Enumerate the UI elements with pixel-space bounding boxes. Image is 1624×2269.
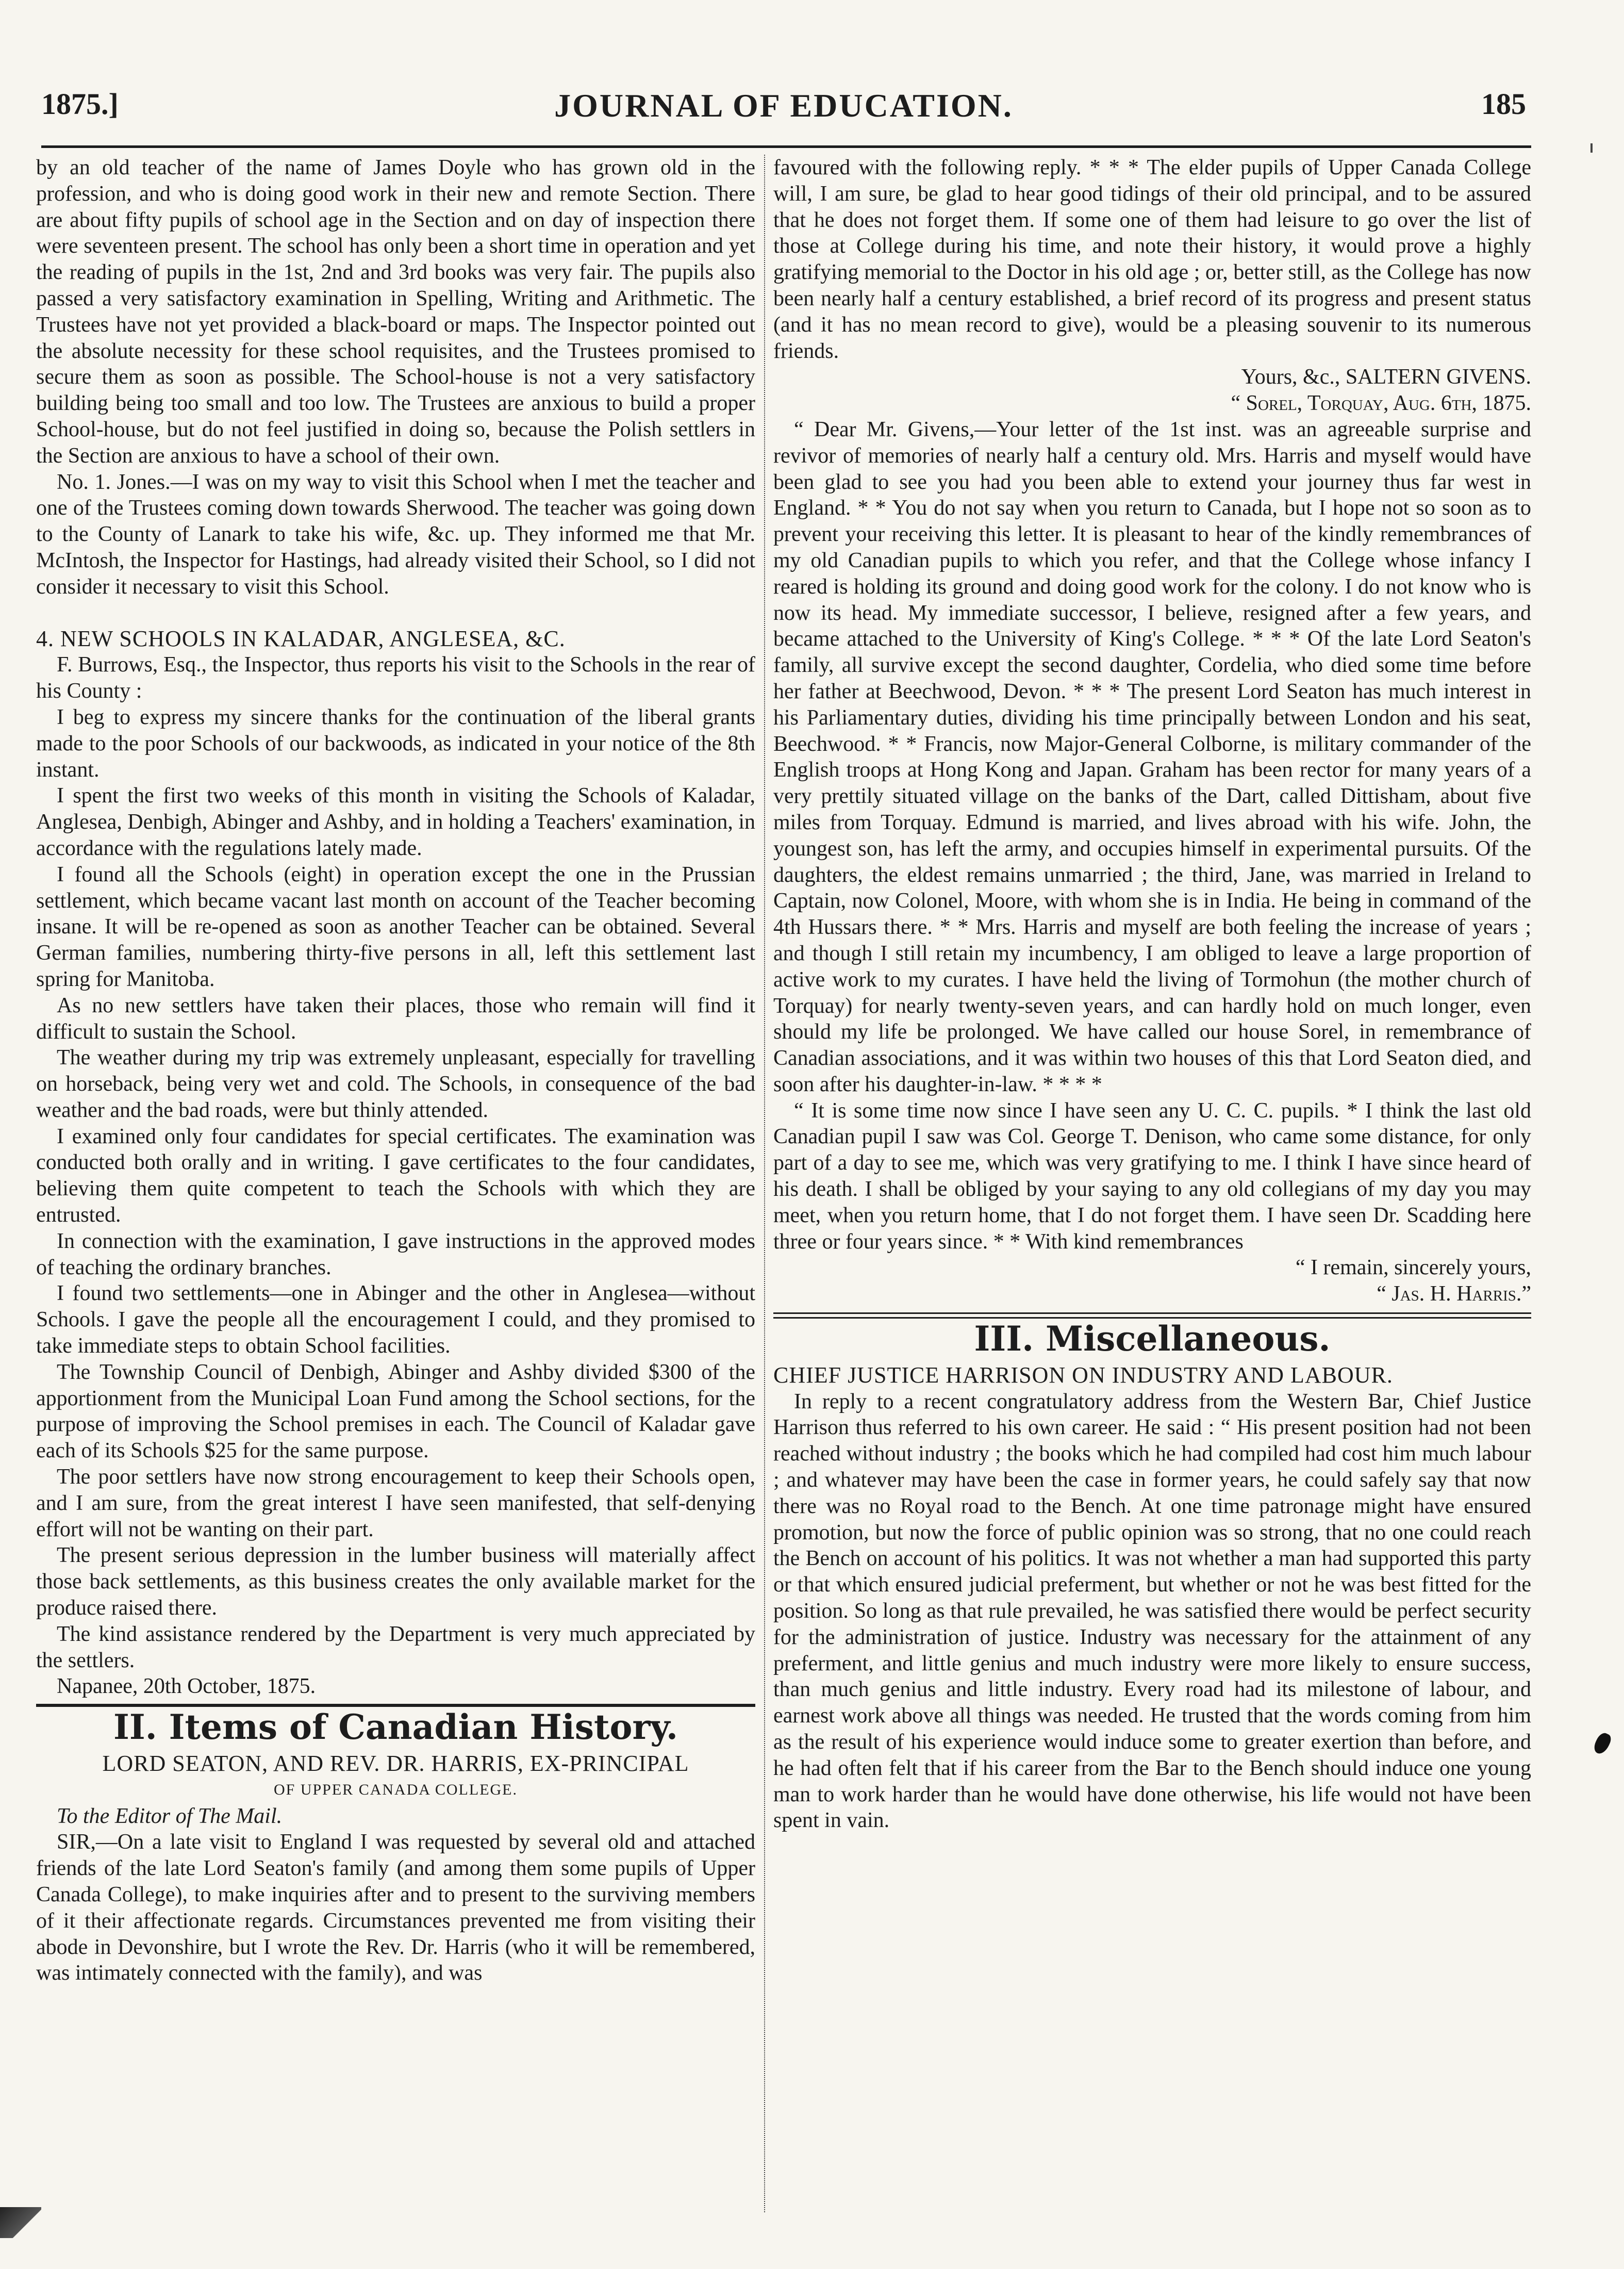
paragraph: The poor settlers have now strong encouragement to keep their Schools open, and I am sure, from the great interest I have seen manifested, that self-denying effort will not be wanting on their part. <box>36 1465 755 1541</box>
margin-mark <box>1590 143 1593 153</box>
column-divider <box>764 155 765 2212</box>
article-subtitle: OF UPPER CANADA COLLEGE. <box>273 1781 518 1798</box>
closing: “ I remain, sincerely yours, <box>1295 1256 1531 1280</box>
ink-blot <box>1592 1731 1613 1756</box>
paragraph: The Township Council of Denbigh, Abinger and Ashby divided $300 of the apportionment from the Municipal Loan Fund among the School sections, for the purpose of improving the School premises in each. The Council of Kaladar gave each of its Schools $25 for the same purpose. <box>36 1360 755 1463</box>
paragraph: In connection with the examination, I gave instructions in the approved modes of teaching the ordinary branches. <box>36 1229 755 1279</box>
salutation: To the Editor of The Mail. <box>57 1804 283 1828</box>
paragraph: I beg to express my sincere thanks for the continuation of the liberal grants made to the poor Schools of our backwoods, as indicated in your notice of the 8th instant. <box>36 705 755 782</box>
paragraph: I found two settlements—one in Abinger and the other in Anglesea—without Schools. I gave the people all the encouragement I could, and they promised to take immediate steps to obtain School facilities. <box>36 1281 755 1358</box>
section-heading: 4. NEW SCHOOLS IN KALADAR, ANGLESEA, &C. <box>36 626 566 651</box>
right-column <box>773 155 1531 1834</box>
page-header <box>41 77 1526 139</box>
paragraph: SIR,—On a late visit to England I was requested by several old and attached friends of the late Lord Seaton's family (and among them some pupils of Upper Canada College), to make inquiries after and to present to the surviving members of it their affectionate regards. Circumstances prevented me from visiting their abode in Devonshire, but I wrote the Rev. Dr. Harris (who it will be remembered, was intimately connected with the family), and was <box>36 1830 755 1985</box>
paragraph: I examined only four candidates for special certificates. The examination was conducted both orally and in writing. I gave certificates to the four candidates, believing them quite competent to teach the Schools with which they are entrusted. <box>36 1124 755 1227</box>
section-title: III. Miscellaneous. <box>974 1319 1331 1359</box>
journal-title: JOURNAL OF EDUCATION. <box>554 87 1013 124</box>
paragraph: No. 1. Jones.—I was on my way to visit this School when I met the teacher and one of the Trustees coming down towards Sherwood. The teacher was going down to the County of Lanark to take his wife, &c. up. They informed me that Mr. McIntosh, the Inspector for Hastings, had already visited their School, so I did not consider it necessary to visit this School. <box>36 470 755 599</box>
page-number: 185 <box>1481 87 1526 121</box>
paragraph: As no new settlers have taken their places, those who remain will find it difficult to sustain the School. <box>36 993 755 1044</box>
letter-date: “ Sorel, Torquay, Aug. 6th, 1875. <box>1231 391 1531 416</box>
paragraph: “ Dear Mr. Givens,—Your letter of the 1st inst. was an agreeable surprise and revivor of memories of nearly half a century old. Mrs. Harris and myself would have been glad to see you had you been able to extend your journey thus far west in England. * * You do not say when you return to Canada, but I hope not so soon as to prevent your receiving this letter. It is pleasant to hear of the kindly remembrances of my old Canadian pupils to which you refer, and that the College whose infancy I reared is holding its ground and doing good work for the colony. I do not know who is now its head. My immediate successor, I believe, resigned after a few years, and became attached to the University of King's College. * * * Of the late Lord Seaton's family, all survive except the second daughter, Cordelia, who died some time before her father at Beechwood, Devon. * * * The present Lord Seaton has much interest in his Parliamentary duties, dividing his time principally between London and his seat, Beechwood. * * Francis, now Major-General Colborne, is military commander of the English troops at Hong Kong and Japan. Graham has been rector for many years of a very prettily situated village on the banks of the Dart, called Dittisham, about five miles from Torquay. Edmund is married, and lives abroad with his wife. John, the youngest son, has left the army, and occupies himself in experimental pursuits. Of the daughters, the eldest remains unmarried ; the third, Jane, was married in Ireland to Captain, now Colonel, Moore, with whom she is in India. He being in command of the 4th Hussars there. * * Mrs. Harris and myself are both feeling the increase of years ; and though I still retain my incumbency, I am obliged to leave a large proportion of active work to my curates. I have held the living of Tormohun (the mother church of Torquay) for nearly twenty-seven years, and can hardly hold on much longer, even should my life be prolonged. We have called our house Sorel, in remembrance of Canadian associations, and it was within two houses of this that Lord Seaton died, and soon after his daughter-in-law. * * * * <box>773 417 1531 1096</box>
header-year: 1875.] <box>41 87 119 121</box>
paragraph: The kind assistance rendered by the Department is very much appreciated by the settlers. <box>36 1622 755 1672</box>
paragraph: F. Burrows, Esq., the Inspector, thus reports his visit to the Schools in the rear of his County : <box>36 653 755 703</box>
paragraph: favoured with the following reply. * * * The elder pupils of Upper Canada College will, I am sure, be glad to hear good tidings of their old principal, and to be assured that he does not forget them. If some one of them had leisure to go over the list of those at College during his time, and note their history, it would prove a highly gratifying memorial to the Doctor in his old age ; or, better still, as the College has now been nearly half a century established, a brief record of its progress and present status (and it has no mean record to give), would be a pleasing souvenir to its numerous friends. <box>773 156 1531 363</box>
paragraph: “ It is some time now since I have seen any U. C. C. pupils. * I think the last old Canadian pupil I saw was Col. George T. Denison, who came some distance, for only part of a day to see me, which was very gratifying to me. I think I have since heard of his death. I shall be obliged by your saying to any old collegians of my day you may meet, when you return home, that I do not forget them. I have seen Dr. Scadding here three or four years since. * * With kind remembrances <box>773 1098 1531 1254</box>
article-title: LORD SEATON, AND REV. DR. HARRIS, EX-PRINCIPAL <box>102 1751 689 1777</box>
page-corner-mark <box>0 2207 41 2238</box>
header-rule <box>41 145 1531 148</box>
spacer <box>36 600 755 616</box>
section-title: II. Items of Canadian History. <box>113 1707 678 1748</box>
section-rule <box>773 1312 1531 1319</box>
paragraph: The weather during my trip was extremely unpleasant, especially for travelling on horseback, being very wet and cold. The Schools, in consequence of the bad weather and the bad roads, were but thinly attended. <box>36 1046 755 1122</box>
paragraph: I spent the first two weeks of this month in visiting the Schools of Kaladar, Anglesea, Denbigh, Abinger and Ashby, and in holding a Teachers' examination, in accordance with the regulations lately made. <box>36 784 755 860</box>
left-column <box>36 155 755 1986</box>
paragraph: by an old teacher of the name of James Doyle who has grown old in the profession, and who is doing good work in their new and remote Section. There are about fifty pupils of school age in the Section and on day of inspection there were seventeen present. The school has only been a short time in operation and yet the reading of pupils in the 1st, 2nd and 3rd books was very fair. The pupils also passed a very satisfactory examination in Spelling, Writing and Arithmetic. The Trustees have not yet provided a black-board or maps. The Inspector pointed out the absolute necessity for these school requisites, and the Trustees promised to secure them as soon as possible. The School-house is not a very satisfactory building being too small and too low. The Trustees are anxious to build a proper School-house, but do not feel justified in doing so, because the Polish settlers in the Section are anxious to have a school of their own. <box>36 156 755 468</box>
article-title: CHIEF JUSTICE HARRISON ON INDUSTRY AND LABOUR. <box>773 1362 1393 1388</box>
dateline: Napanee, 20th October, 1875. <box>57 1674 316 1699</box>
paragraph: In reply to a recent congratulatory address from the Western Bar, Chief Justice Harrison thus referred to his own career. He said : “ His present position had not been reached without industry ; the books which he had compiled had cost him much labour ; and whatever may have been the case in former years, he could safely say that now there was no Royal road to the Bench. At one time patronage might have ensured promotion, but now the force of public opinion was so strong, that no one could reach the Bench on account of his politics. It was not whether a man had supported this party or that which ensured judicial preferment, but whether or not he was best fitted for the position. So long as that rule prevailed, he was satisfied there would be perfect security for the administration of justice. Industry was necessary for the attainment of any preferment, and little genius and much industry were more likely to ensure success, than much genius and little industry. Every road had its milestone of labour, and earnest work above all things was needed. He trusted that the words coming from him as the result of his experience would induce some to greater exertion than before, and he had often felt that if his career from the Bar to the Bench should induce one young man to work harder than he would have done otherwise, his life would not have been spent in vain. <box>773 1389 1531 1833</box>
signature: “ Jas. H. Harris.” <box>1377 1282 1531 1306</box>
paragraph: I found all the Schools (eight) in operation except the one in the Prussian settlement, which became vacant last month on account of the Teacher becoming insane. It will be re-opened as soon as another Teacher can be obtained. Several German families, numbering thirty-five persons in all, left this settlement last spring for Manitoba. <box>36 862 755 991</box>
paragraph: The present serious depression in the lumber business will materially affect those back settlements, as this business creates the only available market for the produce raised there. <box>36 1543 755 1620</box>
signature: Yours, &c., SALTERN GIVENS. <box>1241 365 1531 389</box>
